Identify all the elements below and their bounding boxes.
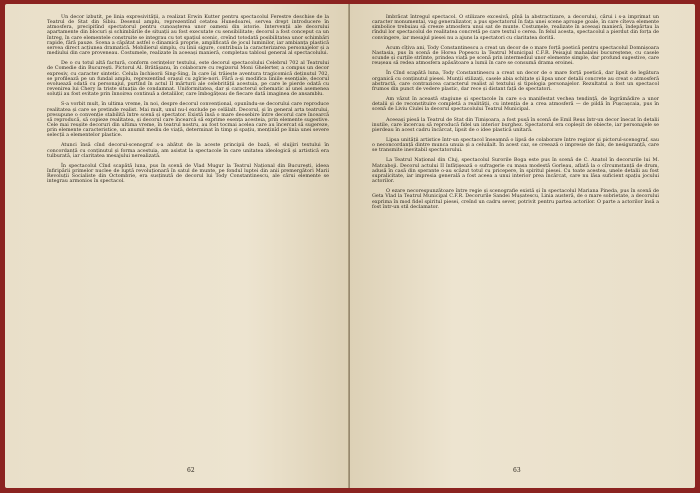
right-paragraph: Lipsa unității artistice într-un spectacol înseamnă o lipsă de colaborare între regizor și pictorul-scenograf, sau o neconcordanță dintre munca unuia și a celuilalt. În acest caz, se creează o impresie de fals, de nesiguranță, care se transmite inevitabil spectatorului. [372, 136, 659, 154]
left-paragraph: Un decor izbutit, pe linia expresivității, a realizat Erwin Kutter pentru spectacolul Ferestre deschise de la Teatrul de Stat din Sibiu. Desenul amplu, reprezentînd cetatea Hunedoarei, servea drept introducere în atmosfera, precipitînd spectatorul pentru cunoașterea unor oameni din istorie. Intervenții ale decorului apartamente din blocuri și schimbările de situații au fost executate cu sensibilitate; decorul a fost conceput ca un întreg, în care elementele construite se integrau cu tot spațiul scenic, creînd totodată posibilitatea unor schimbări rapide, fără pauze. Scena a căpătat astfel o dinamică proprie, amplificată de jocul luminilor, iar ambianța plastică servea direct acțiunea dramatică. Mobilierul simplu, cu linii sigure, contribuia la caracterizarea personajelor și a mediului din care proveneau. Costumele, realizate în aceeași manieră, completau tabloul general al spectacolului. [47, 14, 329, 57]
right-page [350, 4, 695, 488]
left-paragraph: Atunci însă cînd decorul-scenograf s-a abătut de la aceste principii de bază, el sluijiri textului în concordanță cu conținutul și forma acestuia, am asistat la spectacole în care unitatea ideologică și artistică era tulburată, iar claritatea mesajului nerealizată. [47, 142, 329, 159]
left-page [5, 4, 349, 488]
right-paragraph: îmbrăcat întregul spectacol. O stilizare excesivă, pînă la abstractizare, a decorului, cărui i s-a imprimat un caracter monumental, vag generalizator, a pus spectatorul în fața unei scene aproape goale, în care cîteva elemente simbolice trebuiau să creeze atmosfera unui sat de munte. Costumele, realizate în aceeași manieră, îndepărtau la rîndul lor spectacolul de realitatea concretă pe care textul o cerea. În felul acesta, spectacolul a pierdut din forța de convingere, iar mesajul piesei nu a ajuns la spectatori cu claritatea dorită. [372, 14, 659, 41]
right-paragraph: La Teatrul Național din Cluj, spectacolul Surorile Boga este pus în scenă de C. Anatol în decorurile lui M. Matcaboji. Decorul actului II înfățișează o sufragerie cu masa modestă Gorleau, aflată la o cîrcumstanță de drum, adusă în casă din sperante o-au scăzut totul cu pricepere, în spiritul piesei. Cu toate acestea, unele detalii au fost supralicitate, iar impresia generală a fost aceea a unui interior prea încărcat, care nu lăsa suficient spațiu jocului actorilor. [372, 157, 659, 185]
left-page-number: 62 [187, 467, 195, 474]
right-paragraph: O ezare necorespunzătoare între regie și scenografie există și în spectacolul Mariana Pineda, pus în scenă de Geta Vlad la Teatrul Municipal C.F.R. Decorurile Sandei Mușatescu, Linia austeră, de o mare sobrietate, a decorului exprima în mod fidel spiritul piesei, creînd un cadru sever, potrivit pentru partea actorilor. O parte a actorilor însă a fost într-un stil declamator. [372, 188, 659, 210]
right-page-text [372, 15, 659, 210]
right-paragraph: În Cînd scapătă luna, Tody Constantinescu a creat un decor de o mare forță poetică, dar lipsit de legătura organică cu conținutul piesei. Munții stilizați, casele abia schițate și lipsa unor detalii concrete au creat o atmosferă abstractă, care contrazicea caracterul realist al textului și tipologia personajelor. Rezultatul a fost un spectacol frumos din punct de vedere plastic, dar rece și distant față de spectatori. [372, 70, 659, 92]
right-paragraph: Am văzut în această stagiune și spectacole în care s-a manifestat vechea tendință, de îngrămădire a unor detalii și de reconstituire completă a realității, cu intenția de a crea atmosferă — de pildă în Pușcașcaia, pus în scenă de Liviu Ciulei la decorul spectacolului Teatrul Municipal. [372, 96, 659, 113]
left-paragraph: S-a vorbit mult, în ultima vreme, în noi, despre decorul convențional, opunîndu-se decorului care reproduce realitatea și care se pretinde realist. Mai mult, unul nu-l exclude pe celălalt. Decorul, și în general arta teatrului, presupune o convenție stabilită între scenă și spectator. Există însă o mare deosebire între decorul care încearcă să reproducă, să copieze realitatea, și decorul care încearcă să exprime esența acesteia, prin elemente sugestive. Cele mai reușite decoruri din ultima vreme, în teatrul nostru, au fost tocmai acelea care au încercat să sugereze, prin elemente caracteristice, un anumit mediu de viață, determinat în timp și spațiu, menținîd pe linia unei severe selecții a elementelor plastice. [47, 101, 329, 139]
left-paragraph: De o cu totul altă factură, conform cerințelor textului, este decorul spectacolului Celebrul 702 al Teatrului de Comedie din București. Pictorul Al. Brătășanu, în colaborare cu regizorul Moni Ghelerter, a compus un decor expresiv, cu caracter sintetic. Celula închisorii Sing-Sing, în care își trăiește aventura tragicomică deținutul 702, se profilează pe un fundal amplu, reprezentînd orașul cu zgîrie-nori. Fără a-și modifica liniile esențiale, decorul evoluează odată cu personajul, purtînd în actul II mărturii ale celebrității acestuia, pe care le pierde odată cu revenirea lui Chery la triste situația de condamnat. Uniformitatea, dar și caracterul schematic al unei asemenea soluții au fost evitate prin înnoirea continuă a detaliilor, care îmbogățeau de fiecare dată imaginea de ansamblu. [47, 60, 329, 98]
left-paragraph: În spectacolul Cînd scapătă luna, pus în scenă de Vlad Mugur la Teatrul Național din București, ideea înfiripării primelor nuclee de luptă revoluționară în satul de munte, pe fondul luptei din anii premergători Marii Revoluții Socialiste din Octombrie, era susținută de decorul lui Tody Constantinescu, ale cărui elemente se integrau armonios în spectacol. [47, 162, 329, 185]
right-page-number: 63 [513, 467, 521, 474]
right-paragraph: Aceeași piesă la Teatrul de Stat din Timișoara, a fost pusă în scenă de Emil Reus într-un decor înecat în detalii inutile, care încercau să reproducă fidel un interior burghez. Spectatorul era copleșit de obiecte, iar personajele se pierdeau în acest cadru încărcat, lipsit de o idee plastică unitară. [372, 116, 659, 133]
left-page-text [47, 15, 329, 185]
right-paragraph: Acum cîțiva ani, Tody Constantinescu a creat un decor de o mare forță poetică pentru spectacolul Domnișoara Nastasia, pus în scenă de Horea Popescu la Teatrul Municipal C.F.R. Peisajul mahalalei bucureștene, cu casele scunde și curțile strîmte, prindea viață pe scenă prin intermediul unor elemente simple, dar profund sugestive, care reușeau să redea atmosfera apăsătoare a lumii în care se consumă drama eroinei. [372, 44, 659, 67]
